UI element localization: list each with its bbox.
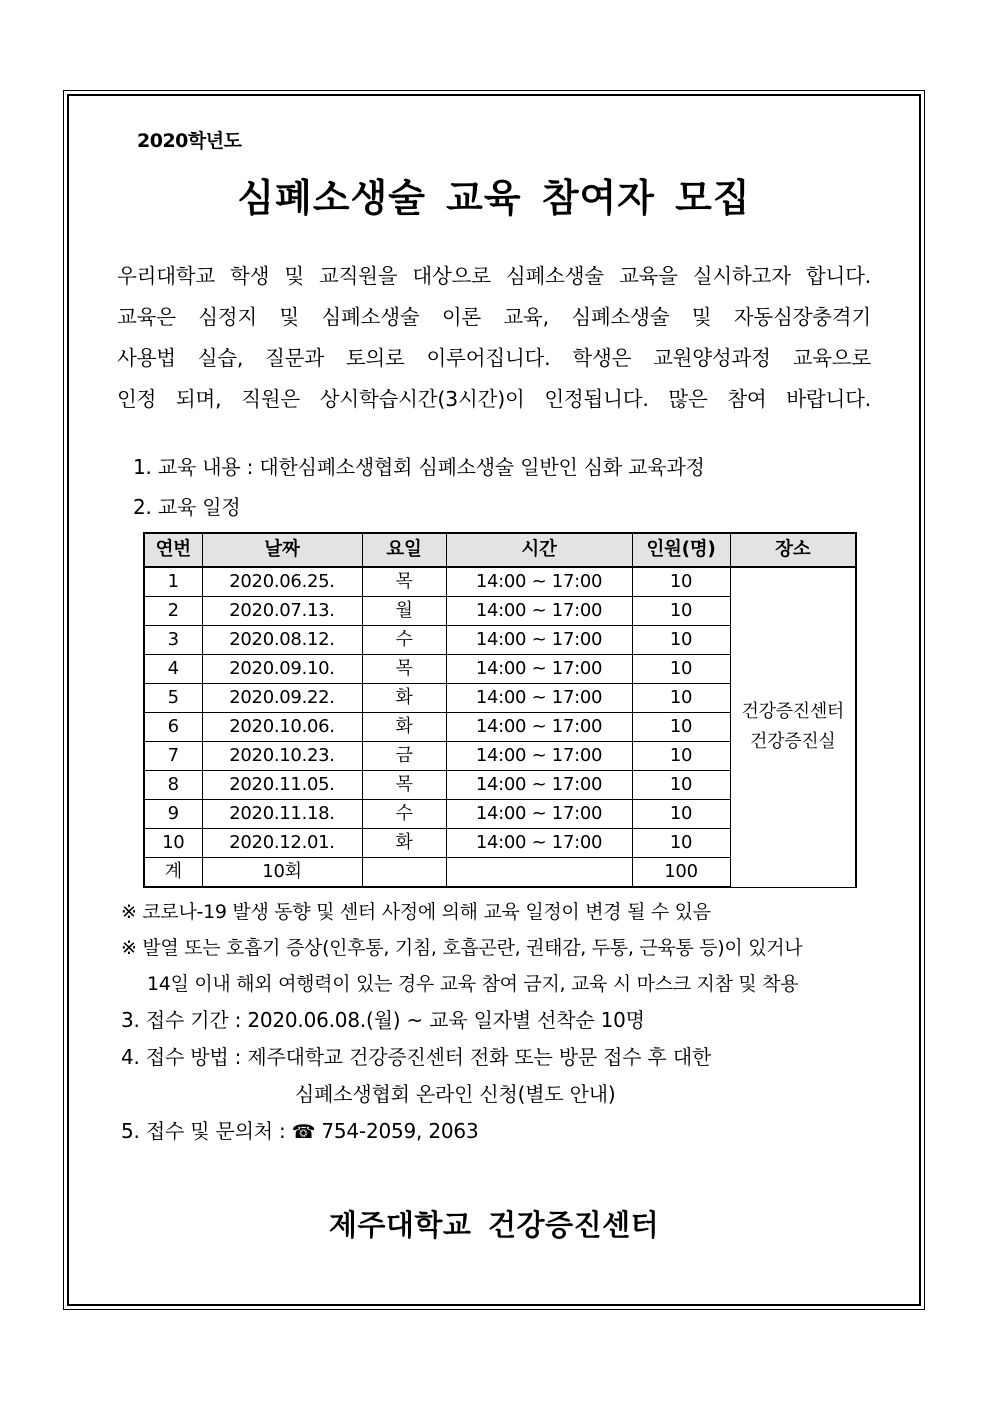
cell-no: 9: [144, 800, 202, 829]
cell-day: 목: [362, 567, 446, 597]
cell-no: 4: [144, 655, 202, 684]
list-item-application-method-cont: 심폐소생협회 온라인 신청(별도 안내): [295, 1082, 616, 1106]
page-title: 심폐소생술 교육 참여자 모집: [237, 176, 751, 220]
academic-year-label: 2020학년도: [137, 130, 242, 152]
cell-no: 5: [144, 684, 202, 713]
note-symptom-restriction-cont: 14일 이내 해외 여행력이 있는 경우 교육 참여 금지, 교육 시 마스크 지참 및 착용: [147, 973, 799, 995]
cell-day: 화: [362, 684, 446, 713]
cell-time: 14:00 ~ 17:00: [446, 713, 632, 742]
cell-time: 14:00 ~ 17:00: [446, 626, 632, 655]
cell-count: 10: [632, 567, 730, 597]
column-header-date: 날짜: [202, 533, 362, 567]
contact-phone-numbers: 754-2059, 2063: [315, 1119, 479, 1143]
list-item-application-period: 3. 접수 기간 : 2020.06.08.(월) ~ 교육 일자별 선착순 10명: [121, 1008, 645, 1032]
poster-content: [69, 96, 919, 1304]
cell-count: 10: [632, 684, 730, 713]
column-header-time: 시간: [446, 533, 632, 567]
cell-count: 10: [632, 713, 730, 742]
column-header-day: 요일: [362, 533, 446, 567]
cell-no: 6: [144, 713, 202, 742]
cell-time: 14:00 ~ 17:00: [446, 742, 632, 771]
cell-time: 14:00 ~ 17:00: [446, 771, 632, 800]
place-line-2: 건강증진실: [750, 731, 836, 753]
list-item-contact: [121, 1113, 889, 1151]
schedule-table-body: [144, 567, 856, 887]
cell-place: [730, 567, 856, 887]
schedule-table: [143, 532, 857, 888]
cell-count: 10: [632, 829, 730, 858]
cell-day: 수: [362, 800, 446, 829]
cell-no: 8: [144, 771, 202, 800]
cell-date: 2020.12.01.: [202, 829, 362, 858]
poster-inner-frame: [67, 94, 921, 1306]
cell-total-time: [446, 858, 632, 888]
intro-line: 인정 되며, 직원은 상시학습시간(3시간)이 인정됩니다. 많은 참여 바랍니다.: [117, 387, 871, 411]
cell-no: 1: [144, 567, 202, 597]
cell-date: 2020.08.12.: [202, 626, 362, 655]
cell-date: 2020.07.13.: [202, 597, 362, 626]
cell-count: 10: [632, 771, 730, 800]
cell-count: 10: [632, 597, 730, 626]
cell-no: 3: [144, 626, 202, 655]
cell-count: 10: [632, 626, 730, 655]
cell-day: 화: [362, 829, 446, 858]
cell-date: 2020.09.22.: [202, 684, 362, 713]
cell-time: 14:00 ~ 17:00: [446, 597, 632, 626]
poster-outer-frame: [63, 90, 925, 1310]
cell-date: 2020.11.05.: [202, 771, 362, 800]
intro-paragraph: [117, 256, 871, 420]
intro-line: 사용법 실습, 질문과 토의로 이루어집니다. 학생은 교원양성과정 교육으로: [117, 346, 871, 370]
cell-date: 2020.09.10.: [202, 655, 362, 684]
table-header-row: [144, 533, 856, 567]
cell-day: 목: [362, 655, 446, 684]
table-row: [144, 567, 856, 597]
cell-day: 월: [362, 597, 446, 626]
list-item-education-schedule: 2. 교육 일정: [133, 495, 241, 519]
cell-total-count: 100: [632, 858, 730, 888]
intro-line: 교육은 심정지 및 심폐소생술 이론 교육, 심폐소생술 및 자동심장충격기: [117, 305, 871, 329]
cell-total-date: 10회: [202, 858, 362, 888]
cell-no: 10: [144, 829, 202, 858]
cell-day: 수: [362, 626, 446, 655]
list-item-education-content: 1. 교육 내용 : 대한심폐소생협회 심폐소생술 일반인 심화 교육과정: [133, 455, 705, 479]
column-header-count: 인원(명): [632, 533, 730, 567]
column-header-place: 장소: [730, 533, 856, 567]
cell-time: 14:00 ~ 17:00: [446, 800, 632, 829]
schedule-table-wrapper: [143, 532, 889, 888]
list-item-application-method: 4. 접수 방법 : 제주대학교 건강증진센터 전화 또는 방문 접수 후 대한: [121, 1045, 712, 1069]
cell-no: 2: [144, 597, 202, 626]
cell-count: 10: [632, 655, 730, 684]
cell-count: 10: [632, 742, 730, 771]
footer-organization: 제주대학교 건강증진센터: [328, 1208, 660, 1242]
cell-count: 10: [632, 800, 730, 829]
cell-date: 2020.10.23.: [202, 742, 362, 771]
column-header-no: 연번: [144, 533, 202, 567]
cell-time: 14:00 ~ 17:00: [446, 829, 632, 858]
cell-time: 14:00 ~ 17:00: [446, 655, 632, 684]
cell-day: 화: [362, 713, 446, 742]
contact-label: 5. 접수 및 문의처 :: [121, 1119, 292, 1143]
cell-time: 14:00 ~ 17:00: [446, 567, 632, 597]
cell-no: 7: [144, 742, 202, 771]
cell-day: 목: [362, 771, 446, 800]
intro-line: 우리대학교 학생 및 교직원을 대상으로 심폐소생술 교육을 실시하고자 합니다.: [117, 264, 871, 288]
note-covid-schedule-change: ※ 코로나-19 발생 동향 및 센터 사정에 의해 교육 일정이 변경 될 수 있음: [121, 901, 711, 923]
cell-time: 14:00 ~ 17:00: [446, 684, 632, 713]
place-line-1: 건강증진센터: [741, 701, 845, 723]
cell-date: 2020.11.18.: [202, 800, 362, 829]
cell-date: 2020.10.06.: [202, 713, 362, 742]
cell-total-label: 계: [144, 858, 202, 888]
cell-date: 2020.06.25.: [202, 567, 362, 597]
cell-total-day: [362, 858, 446, 888]
telephone-icon: ☎: [291, 1121, 316, 1143]
note-symptom-restriction: ※ 발열 또는 호흡기 증상(인후통, 기침, 호흡곤란, 권태감, 두통, 근육통 등)이 있거나: [121, 937, 803, 959]
cell-day: 금: [362, 742, 446, 771]
